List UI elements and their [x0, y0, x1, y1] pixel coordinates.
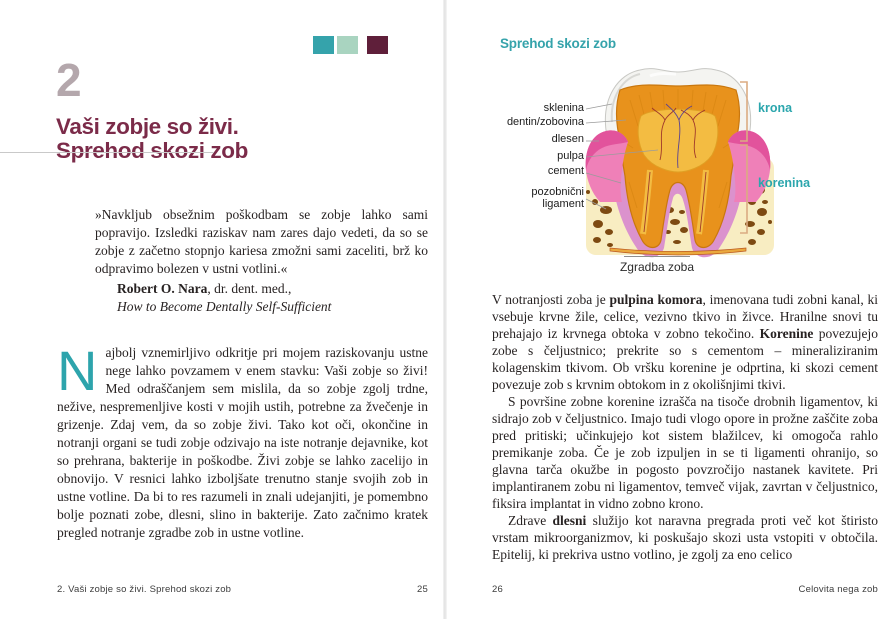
- page-number-left: 25: [417, 584, 428, 595]
- footer-chapter-reference: 2. Vaši zobje so živi. Sprehod skozi zob: [57, 584, 232, 595]
- diagram-label-root: korenina: [758, 176, 811, 190]
- body-paragraph: V notranjosti zoba je pulpina komora, imenovana tudi zobni kanal, ki vsebuje krvne žile, celice, vezivno tkivo in živce. Hranilne snovi tu prehajajo iz krvnega obtoka v zobno tekočino. Korenine povezujejo zobe s čeljustnico; prekrite so s cementom – mineraliziranim kolagenskim tkivom. Ob vršku korenine je odprtina, ki skozi cement povezuje zob s krvnim obtokom in z okolišnjimi tkivi.: [492, 292, 878, 392]
- attribution-suffix: , dr. dent. med.,: [207, 281, 292, 296]
- page-number-right: 26: [492, 584, 503, 595]
- chapter-title-line-2: Sprehod skozi zob: [56, 137, 248, 163]
- caption-rule: [624, 256, 690, 257]
- caption-text: Zgradba zoba: [619, 260, 695, 274]
- diagram-label-crown: krona: [758, 101, 793, 115]
- body-text-right: [492, 291, 878, 563]
- chapter-title-line-1: Vaši zobje so živi.: [56, 114, 239, 139]
- diagram-caption: [607, 256, 707, 274]
- quote-attribution: [117, 280, 428, 316]
- tooth-diagram: [500, 62, 880, 294]
- page-gutter: [443, 0, 447, 619]
- color-square-teal: [313, 36, 334, 54]
- chapter-number: 2: [56, 54, 82, 106]
- chapter-color-squares: [313, 36, 388, 54]
- drop-cap: N: [57, 339, 98, 402]
- body-paragraph: Zdrave dlesni služijo kot naravna pregrada proti več kot štiristo vrstam mikroorganizmov, ki poskušajo skozi usta vstopiti v obtočila. Epitelij, ki prekriva ustno votlino, je zgolj za eno celico: [492, 513, 878, 562]
- body-text-left: ajbolj vznemirljivo odkritje pri mojem raziskovanju ustne nege lahko povzamem v enem stavku: Vaši zobje so živi! Med odraščanjem sem mislila, da so zobje zgolj trdne, nežive, nespremenljive kosti v mojih ustih, potrebne za žvečenje in grizenje. Zdaj vem, da so zobje živi. Tako kot oči, okončine in notranji organi se tudi zobje odzivajo na iste notranje dejavnike, kot so prehrana, bakterije in poškodbe. Živi zobje se lahko zacelijo in obnovijo. V resnici lahko izboljšate trenutno stanje svojih zob in ustne votline. Da bi to res razumeli in znali udejanjiti, je pomembno bolje poznati zobe, dlesni, slino in bakterije. Zato začnimo kratek pregled notranje zgradbe zob in ustne votline.: [57, 345, 428, 540]
- attribution-line: [117, 280, 428, 298]
- attribution-name: Robert O. Nara: [117, 281, 208, 296]
- body-paragraph-left: [57, 339, 428, 542]
- footer-book-title: Celovita nega zob: [798, 584, 878, 595]
- footer-left: [57, 584, 428, 595]
- title-rule: [0, 152, 214, 153]
- diagram-label-enamel: sklenina: [543, 102, 584, 114]
- diagram-label-gum: dlesen: [551, 133, 584, 145]
- body-paragraph: S površine zobne korenine izrašča na tisoče drobnih ligamentov, ki sidrajo zob v čeljustnico. Imajo tudi vlogo opore in prožne zaščite zoba pred pritiski; učinkujejo kot sistem blažilcev, ki omogoča rahlo premikanje zoba. Če je zob izpuljen in se ti ligamenti ohranijo, so glavna tarča okužbe in pogosto povzročijo nastanek kavitete. Pri implantiranem zobu ni ligamentov, temveč vijak, zavrtan v čeljustnico, fiksira implantat in vidno zobno krono.: [492, 394, 878, 511]
- color-square-maroon: [367, 36, 388, 54]
- color-square-mint: [337, 36, 358, 54]
- diagram-label-cementum: cement: [547, 165, 584, 177]
- chapter-title: [56, 115, 248, 162]
- footer-right: [492, 584, 878, 595]
- diagram-label-periodontal-ligament: pozobnični ligament: [531, 186, 584, 210]
- diagram-label-dentin: dentin/zobovina: [506, 116, 584, 128]
- diagram-label-pulp: pulpa: [557, 150, 584, 162]
- epigraph-quote: »Navkljub obsežnim poškodbam se zobje lahko sami popravijo. Izsledki raziskav nam zares dajo vedeti, da so se zobje z začetno stopnjo kariesa zmožni sami zaceliti, brž ko odpravimo bolezen v ustni votlini.«: [95, 207, 428, 276]
- attribution-work-title: How to Become Dentally Self-Sufficient: [117, 299, 332, 314]
- running-head: Sprehod skozi zob: [500, 36, 616, 51]
